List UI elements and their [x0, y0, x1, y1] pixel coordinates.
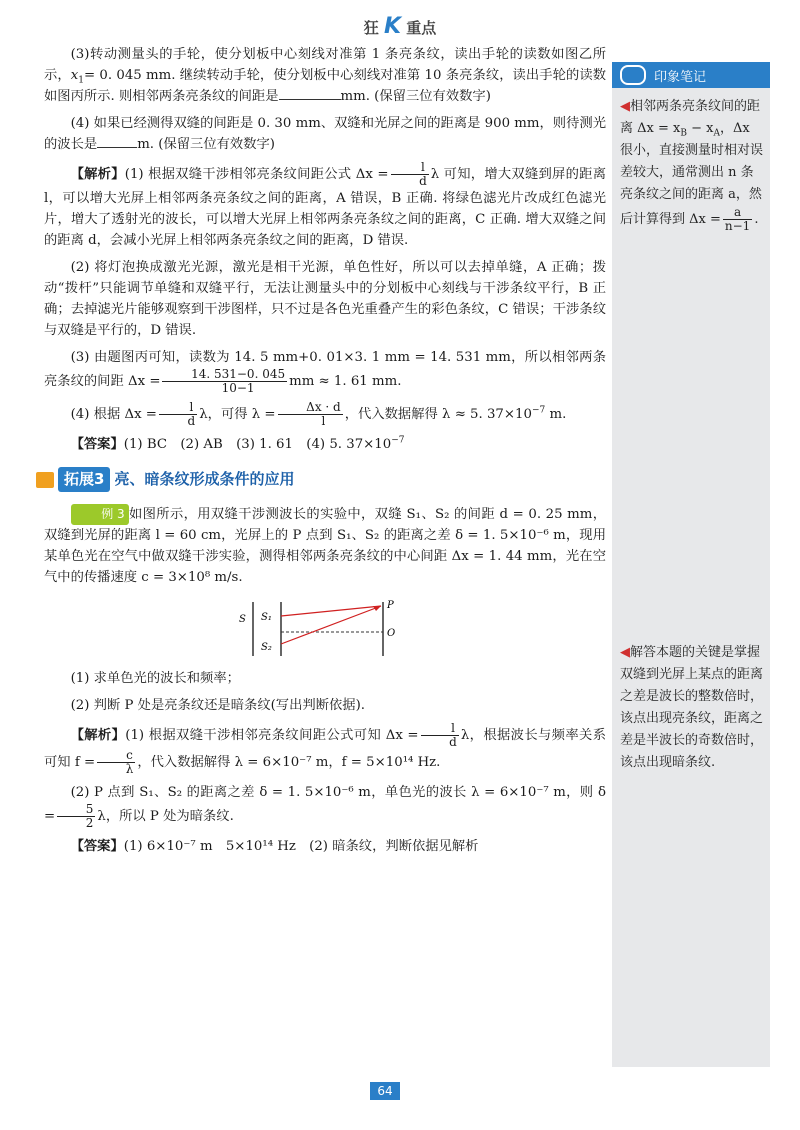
analysis-ex-2: (2) P 点到 S₁、S₂ 的距离之差 δ = 1. 5×10⁻⁶ m，单色光的波长 λ = 6×10⁻⁷ m，则 δ = $\frac{5}{2}$ λ，所以 P 处为暗条纹. [44, 785, 606, 830]
fraction: $\frac{l}{d}$ [391, 161, 429, 188]
example-q2: (2) 判断 P 处是亮条纹还是暗条纹(写出判断依据). [70, 698, 366, 713]
section-banner [36, 467, 606, 492]
fraction: $\frac{l}{d}$ [159, 401, 197, 428]
sidebar-note-1: ◀相邻两条亮条纹间的距离 $\Delta x = x_B - x_A$，Δx 很小，直接测量时相对误差较大，通常测出 n 条亮条纹之间的距离 a，然后计算得到 Δx = $\frac{a}{n-1}$ . [620, 99, 764, 233]
label-s2: S₂ [261, 642, 272, 653]
question-3: (3)转动测量头的手轮，使分划板中心刻线对准第 1 条亮条纹，读出手轮的读数如图乙所示，$x_1= 0$. 045 mm. 继续转动手轮，使分划板中心刻线对准第 10 条亮条纹，读出手轮的读数如图丙所示. 则相邻两条亮条纹的间距是 mm. (保留三位有效数字) [44, 47, 607, 104]
sidebar-notes [612, 62, 770, 1067]
label-s: S [239, 614, 246, 625]
section-title: 亮、暗条纹形成条件的应用 [114, 470, 295, 488]
analysis-4: (4) 根据 Δx = $\frac{l}{d}$ λ，可得 λ = $\frac{\Delta x \cdot d}{l}$ ，代入数据解得 λ ≈ 5. $37\times 10^{-7}$ m. [70, 400, 567, 428]
label-s1: S₁ [261, 612, 272, 623]
example-3: 例 3 如图所示，用双缝干涉测波长的实验中，双缝 S₁、S₂ 的间距 d = 0. 25 mm，双缝到光屏的距离 l = 60 cm，光屏上的 P 点到 S₁、S₂ 的距离之差 δ = 1. 5×10⁻⁶ m，现用某单色光在空气中做双缝干涉实验，测得相邻两条亮条纹的中心间距 Δx = 1. 44 mm，光在空气中的传播速度 c = 3×10⁸ m/s. [44, 504, 606, 588]
fraction: $\frac{\Delta x \cdot d}{l}$ [278, 401, 343, 428]
analysis-3: (3) 由题图丙可知，读数为 14. 5 mm+0. 01×3. 1 mm = 14. 531 mm，所以相邻两条亮条纹的间距 Δx = $\frac{14. 531-0. 045}{10-1}$ mm ≈ 1. 61 mm. [44, 350, 606, 395]
arrow-left-icon: ◀ [620, 645, 630, 660]
brand-right: 重点 [406, 19, 437, 37]
ray-s2 [281, 606, 381, 644]
analysis-2: (2) 将灯泡换成激光光源，激光是相干光源，单色性好，所以可以去掉单缝，A 正确；拨动“拨杆”只能调节单缝和双缝平行，无法让测量头中的分划板中心刻线与干涉条纹平行，B 正确；去掉滤光片能够观察到干涉图样，只不过是各色光重叠产生的彩色条纹，C 错误；干涉条纹与双缝是平行的，D 错误. [44, 260, 606, 338]
label-p: P [387, 600, 394, 611]
book-icon [36, 472, 54, 488]
analysis-ex-1: 【解析】(1) 根据双缝干涉相邻亮条纹间距公式可知 Δx = $\frac{l}{d}$ λ，根据波长与频率关系可知 f = $\frac{c}{\lambda}$ ，代入数据解得 λ = 6×10⁻⁷ m，f = 5×10¹⁴ Hz. [44, 721, 606, 776]
label-o: O [387, 628, 396, 639]
answer-2: 【答案】(1) 6×10⁻⁷ m 5×10¹⁴ Hz (2) 暗条纹，判断依据见解析 [70, 839, 479, 854]
ray-s1 [281, 606, 381, 616]
question-4: (4) 如果已经测得双缝的间距是 0. 30 mm、双缝和光屏之间的距离是 900 mm，则待测光的波长是 m. (保留三位有效数字) [44, 116, 606, 152]
header-brand [350, 14, 450, 39]
answer-blank-3 [279, 87, 341, 100]
example-tag: 例 3 [71, 504, 129, 525]
fraction: $\frac{c}{\lambda}$ [97, 749, 135, 776]
main-content [44, 44, 606, 863]
answer-blank-4 [97, 135, 137, 148]
example-q1: (1) 求单色光的波长和频率； [70, 671, 240, 686]
fraction: $\frac{a}{n-1}$ [724, 205, 751, 233]
page-number: 64 [370, 1082, 400, 1100]
fraction: $\frac{14. 531-0. 045}{10-1}$ [162, 368, 287, 395]
section-pill: 拓展3 [58, 467, 110, 492]
elephant-icon [620, 65, 646, 85]
brand-left: 狂 [363, 19, 379, 37]
double-slit-diagram [235, 594, 415, 664]
fraction: $\frac{5}{2}$ [57, 803, 95, 830]
sidebar-title: 印象笔记 [654, 69, 707, 85]
sidebar-header [612, 62, 770, 88]
arrow-left-icon: ◀ [620, 99, 630, 114]
brand-k-logo: K [383, 14, 402, 39]
answer-1: 【答案】(1) BC (2) AB (3) 1. 61 (4) 5. $37\times 10^{-7}$ [70, 435, 405, 452]
fraction: $\frac{l}{d}$ [421, 722, 459, 749]
sidebar-note-2: ◀解答本题的关键是掌握双缝到光屏上某点的距离之差是波长的整数倍时，该点出现亮条纹，距离之差是半波长的奇数倍时，该点出现暗条纹. [620, 645, 764, 770]
analysis-1: 【解析】(1) 根据双缝干涉相邻亮条纹间距公式 Δx = $\frac{l}{d}$ λ 可知，增大双缝到屏的距离 l，可以增大光屏上相邻两条亮条纹之间的距离，A 错误，B 正确. 将绿色滤光片改成红色滤光片，增大了透射光的波长，可以增大光屏上相邻两条亮条纹之间的距离，C 正确. 增大双缝之间的距离 d，会减小光屏上相邻两条亮条纹之间的距离，D 错误. [44, 160, 606, 248]
